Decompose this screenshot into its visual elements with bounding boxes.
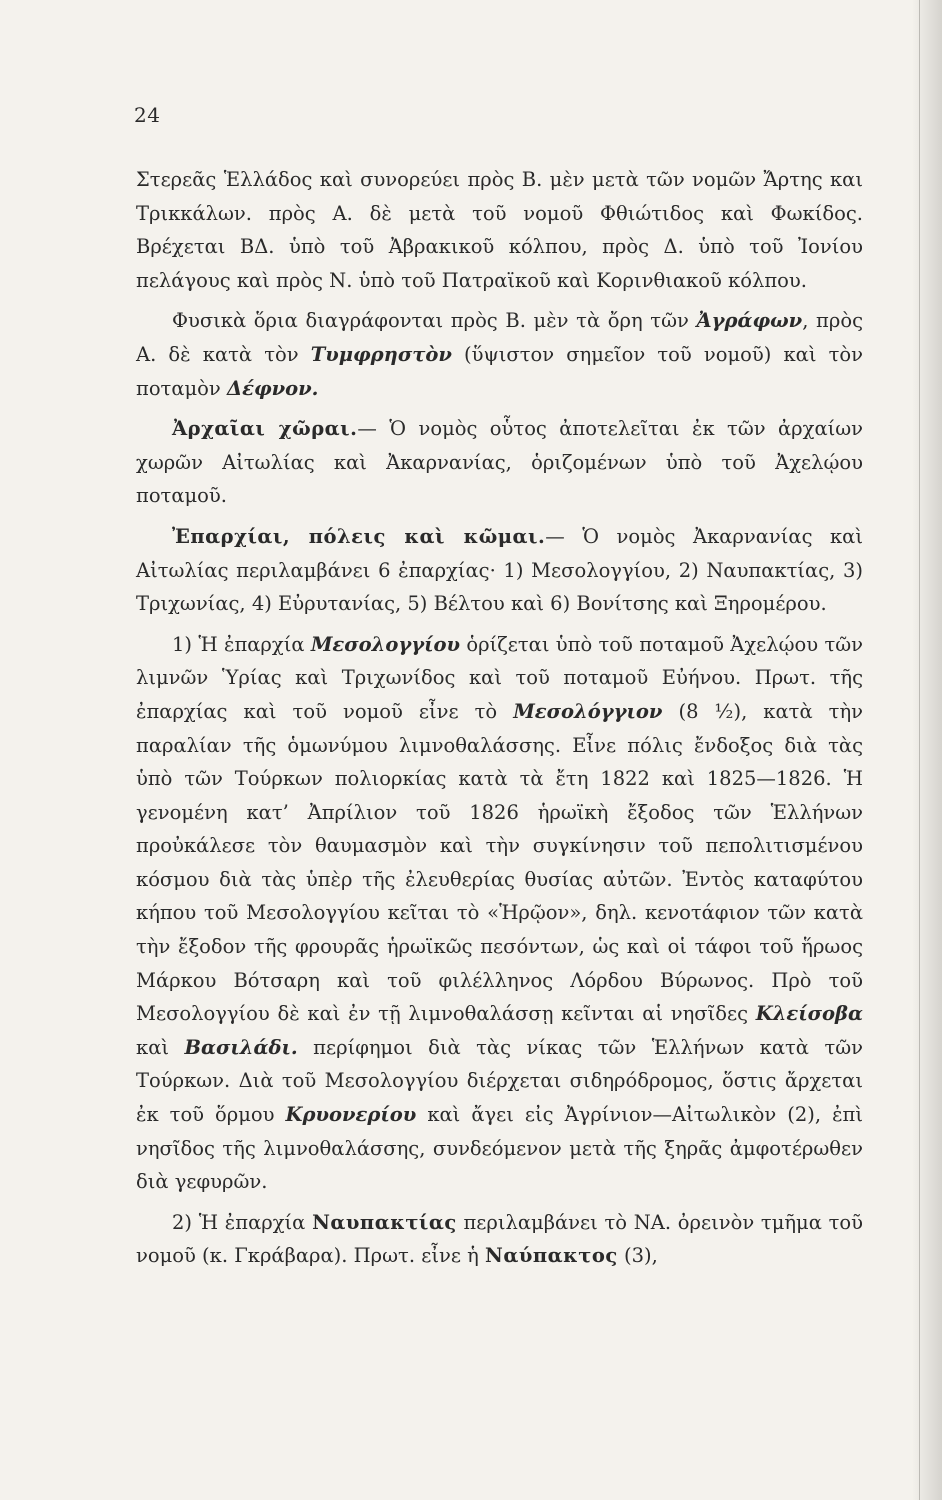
place-name: Ναυπακτίας — [312, 1210, 457, 1234]
text-run: (ὕψιστον σημεῖον τοῦ νομοῦ) καὶ τὸν ποταμὸν — [136, 342, 863, 400]
place-name: Τυμφρηστὸν — [310, 342, 452, 366]
place-name: Ναύπακτος — [485, 1244, 618, 1268]
text-run: (8 ½), κατὰ τὴν παραλίαν τῆς ὁμωνύμου λιμνοθαλάσσης. Εἶνε πόλις ἔνδοξος διὰ τὰς ὑπὸ τῶν Τούρκων πολιορκίας κατὰ τὰ ἔτη 1822 καὶ 1825—1826. Ἡ γενομένη κατ’ Ἀπρίλιον τοῦ 1826 ἡρωϊκὴ ἔξοδος τῶν Ἑλλήνων προὐκάλεσε τὸν θαυμασμὸν καὶ τὴν συγκίνησιν τοῦ πεπολιτισμένου κόσμου διὰ τὰς ὑπὲρ τῆς ἐλευθερίας θυσίας αὐτῶν. Ἐντὸς καταφύτου κήπου τοῦ Μεσολογγίου κεῖται τὸ «Ἡρῷον», δηλ. κενοτάφιον τῶν κατὰ τὴν ἔξοδον τῆς φρουρᾶς ἡρωϊκῶς πεσόντων, ὡς καὶ οἱ τάφοι τοῦ ἥρωος Μάρκου Βότσαρη καὶ τοῦ φιλέλληνος Λόρδου Βύρωνος. Πρὸ τοῦ Μεσολογγίου δὲ καὶ ἐν τῇ λιμνοθαλάσσῃ κεῖνται αἱ νησῖδες — [136, 699, 863, 1026]
text-run: (3), — [617, 1244, 658, 1268]
text-run: 2) Ἡ ἐπαρχία — [172, 1210, 313, 1234]
text-run: καὶ ἄγει εἰς Ἀγρίνιον—Αἰτωλικὸν (2), ἐπὶ νησῖδος τῆς λιμνοθαλάσσης, συνδεόμενον μετὰ τῆς ξηρᾶς ἀμφοτέρωθεν διὰ γεφυρῶν. — [136, 1103, 863, 1194]
place-name: Μεσολογγίου — [310, 632, 461, 656]
place-name: Κρυονερίου — [285, 1103, 417, 1127]
text-run: — Ὁ νομὸς οὗτος ἀποτελεῖται ἐκ τῶν ἀρχαίων χωρῶν Αἰτωλίας καὶ Ἀκαρνανίας, ὁριζομένων ὑπὸ τοῦ Ἀχελῴου ποταμοῦ. — [136, 417, 864, 508]
text-run: καὶ — [136, 1035, 185, 1059]
place-name: Ἀγράφων — [696, 309, 803, 333]
paragraph — [136, 1206, 863, 1273]
section-heading: Ἐπαρχίαι, πόλεις καὶ κῶμαι. — [172, 524, 546, 548]
paragraph — [136, 520, 863, 621]
text-run: περιλαμβάνει τὸ ΝΑ. ὀρεινὸν τμῆμα τοῦ νομοῦ (κ. Γκράβαρα). Πρωτ. εἶνε ἡ — [136, 1210, 863, 1268]
place-name: Δέφνον. — [226, 376, 319, 400]
page-binding-edge — [919, 0, 920, 1500]
text-run: Φυσικὰ ὅρια διαγράφονται πρὸς Β. μὲν τὰ ὄρη τῶν — [172, 309, 697, 333]
page-number: 24 — [134, 103, 161, 127]
paragraph — [136, 412, 863, 513]
paragraph — [136, 163, 863, 297]
text-run: περίφημοι διὰ τὰς νίκας τῶν Ἑλλήνων κατὰ τῶν Τούρκων. Διὰ τοῦ Μεσολογγίου διέρχεται σιδηρόδρομος, ὅστις ἄρχεται ἐκ τοῦ ὅρμου — [136, 1035, 863, 1127]
page-gutter-shadow — [912, 0, 942, 1500]
paragraph — [136, 304, 863, 405]
paragraph — [136, 628, 863, 1199]
text-run: Στερεᾶς Ἑλλάδος καὶ συνορεύει πρὸς Β. μὲν μετὰ τῶν νομῶν Ἄρτης και Τρικκάλων. πρὸς Α. δὲ μετὰ τοῦ νομοῦ Φθιώτιδος καὶ Φωκίδος. Βρέχεται ΒΔ. ὑπὸ τοῦ Ἀβρακικοῦ κόλπου, πρὸς Δ. ὑπὸ τοῦ Ἰονίου πελάγους καὶ πρὸς Ν. ὑπὸ τοῦ Πατραϊκοῦ καὶ Κορινθιακοῦ κόλπου. — [136, 168, 863, 292]
body-text — [136, 163, 863, 1273]
text-run: 1) Ἡ ἐπαρχία — [172, 632, 311, 656]
section-heading: Ἀρχαῖαι χῶραι. — [172, 417, 358, 441]
text-run: — Ὁ νομὸς Ἀκαρνανίας καὶ Αἰτωλίας περιλαμβάνει 6 ἐπαρχίας· 1) Μεσολογγίου, 2) Ναυπακτίας, 3) Τριχωνίας, 4) Εὐρυτανίας, 5) Βέλτου καὶ 6) Βονίτσης καὶ Ξηρομέρου. — [136, 524, 863, 616]
place-name: Βασιλάδι. — [184, 1035, 298, 1059]
place-name: Κλείσοβα — [755, 1002, 863, 1026]
place-name: Μεσολόγγιον — [513, 699, 663, 723]
text-run: , πρὸς Α. δὲ κατὰ τὸν — [136, 309, 864, 366]
text-run: ὁρίζεται ὑπὸ τοῦ ποταμοῦ Ἀχελῴου τῶν λιμνῶν Ὑρίας καὶ Τριχωνίδος καὶ τοῦ ποταμοῦ Εὐήνου. Πρωτ. τῆς ἐπαρχίας καὶ τοῦ νομοῦ εἶνε τὸ — [136, 632, 863, 723]
